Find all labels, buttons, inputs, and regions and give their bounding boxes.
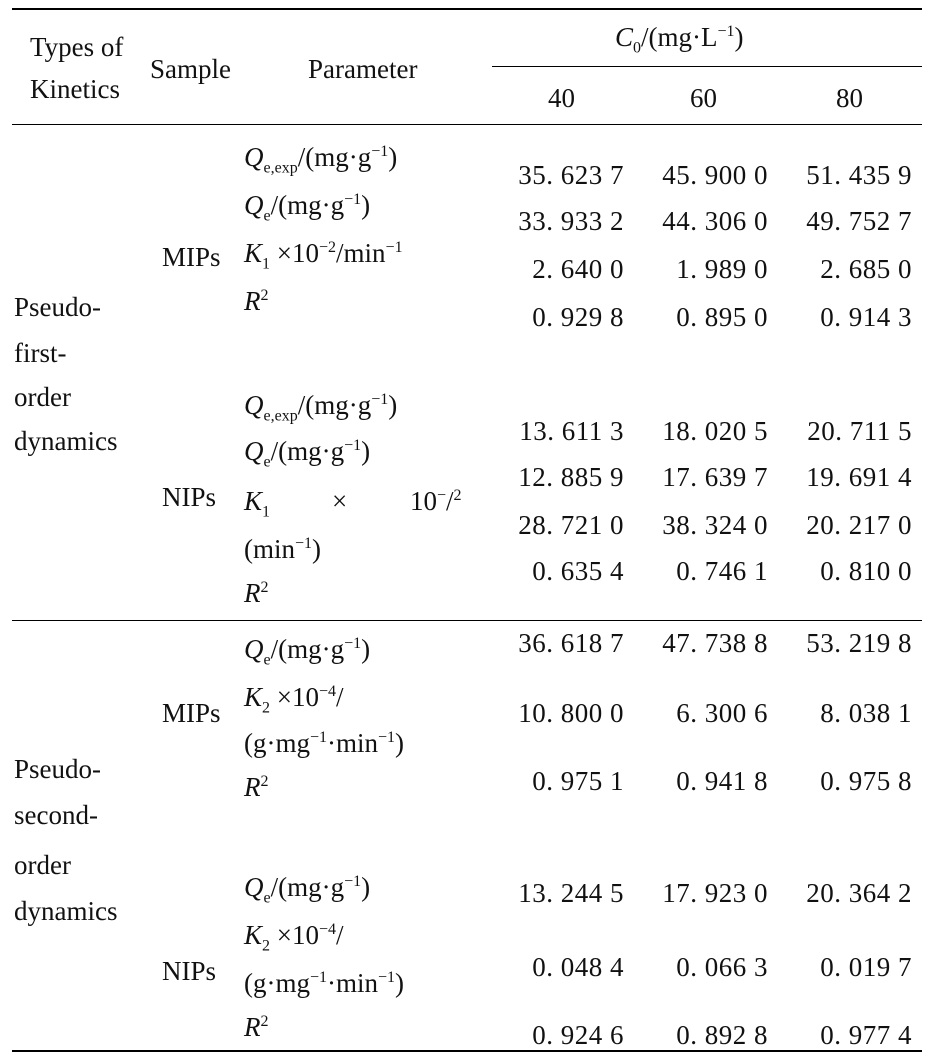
- sample-mips-first: MIPs: [162, 242, 221, 272]
- header-bottom-rule: [12, 124, 922, 125]
- type-second-line-4: dynamics: [14, 896, 118, 926]
- header-sample: Sample: [150, 54, 231, 84]
- param-k2-unit: $(g\cdot mg^{-1}\cdot\min^{-1})$: [244, 968, 405, 998]
- cell: 0. 019 7: [820, 952, 912, 982]
- cell: 44. 306 0: [662, 206, 768, 236]
- cell: 2. 685 0: [820, 254, 912, 284]
- cell: 18. 020 5: [662, 416, 768, 446]
- header-c0: $C_0/(mg\cdot L^{-1})$: [615, 22, 744, 57]
- top-rule: [12, 8, 922, 10]
- cell: 0. 066 3: [676, 952, 768, 982]
- sample-nips-first: NIPs: [162, 482, 217, 512]
- param-k2: $K_2 \times 10^{-4}/$: [244, 920, 344, 955]
- sample-nips-second: NIPs: [162, 956, 217, 986]
- cell: 0. 929 8: [532, 302, 624, 332]
- type-second-line-1: Pseudo-: [14, 754, 101, 784]
- cell: 51. 435 9: [806, 160, 912, 190]
- header-c0-60: 60: [690, 83, 717, 113]
- cell: 13. 611 3: [519, 416, 624, 446]
- param-k2-unit: $(g\cdot mg^{-1}\cdot\min^{-1})$: [244, 728, 405, 758]
- cell: 0. 975 8: [820, 766, 912, 796]
- type-first-line-3: order: [14, 382, 71, 412]
- type-second-line-3: order: [14, 850, 71, 880]
- cell: 6. 300 6: [676, 698, 768, 728]
- cell: 33. 933 2: [518, 206, 624, 236]
- cell: 17. 923 0: [662, 878, 768, 908]
- cell: 0. 924 6: [532, 1020, 624, 1050]
- type-first-line-1: Pseudo-: [14, 292, 101, 322]
- cell: 0. 941 8: [676, 766, 768, 796]
- cell: 45. 900 0: [662, 160, 768, 190]
- type-first-line-4: dynamics: [14, 426, 118, 456]
- c0-underline: [492, 66, 922, 67]
- param-qe-exp: $Q_{e,exp}/(mg\cdot g^{-1})$: [244, 142, 398, 177]
- sample-mips-second: MIPs: [162, 698, 221, 728]
- param-k1: $K_1 \times 10^{-2}/\min^{-1}$: [244, 238, 403, 273]
- param-qe-exp: $Q_{e,exp}/(mg\cdot g^{-1})$: [244, 390, 398, 425]
- cell: 13. 244 5: [518, 878, 624, 908]
- cell: 0. 810 0: [820, 556, 912, 586]
- cell: 1. 989 0: [676, 254, 768, 284]
- param-r2: $R^2$: [244, 772, 269, 802]
- param-r2: $R^2$: [244, 1012, 269, 1042]
- cell: 0. 977 4: [820, 1020, 912, 1050]
- param-qe: $Q_e/(mg\cdot g^{-1})$: [244, 436, 371, 471]
- type-first-line-2: first-: [14, 338, 67, 368]
- cell: 20. 217 0: [806, 510, 912, 540]
- param-r2: $R^2$: [244, 578, 269, 608]
- cell: 0. 914 3: [820, 302, 912, 332]
- header-types-line-2: Kinetics: [30, 74, 120, 104]
- cell: 28. 721 0: [518, 510, 624, 540]
- param-k1-unit: $K_1$: [244, 486, 271, 521]
- cell: 20. 364 2: [806, 878, 912, 908]
- section-divider-rule: [12, 620, 922, 621]
- header-types-line-1: Types of: [30, 32, 124, 62]
- param-k2: $K_2 \times 10^{-4}/$: [244, 682, 344, 717]
- param-qe: $Q_e/(mg\cdot g^{-1})$: [244, 190, 371, 225]
- bottom-rule: [12, 1050, 922, 1052]
- cell: 2. 640 0: [532, 254, 624, 284]
- cell: 19. 691 4: [806, 462, 912, 492]
- header-parameter: Parameter: [308, 54, 418, 84]
- param-qe: $Q_e/(mg\cdot g^{-1})$: [244, 872, 371, 907]
- cell: 38. 324 0: [662, 510, 768, 540]
- cell: 0. 635 4: [532, 556, 624, 586]
- cell: 0. 892 8: [676, 1020, 768, 1050]
- cell: 36. 618 7: [518, 628, 624, 658]
- cell: 35. 623 7: [518, 160, 624, 190]
- cell: 0. 048 4: [532, 952, 624, 982]
- header-c0-40: 40: [548, 83, 575, 113]
- cell: 12. 885 9: [518, 462, 624, 492]
- param-qe: $Q_e/(mg\cdot g^{-1})$: [244, 634, 371, 669]
- cell: 10. 800 0: [518, 698, 624, 728]
- cell: 0. 746 1: [676, 556, 768, 586]
- cell: 17. 639 7: [662, 462, 768, 492]
- cell: 47. 738 8: [662, 628, 768, 658]
- param-k1-min: $(\min^{-1})$: [244, 534, 322, 564]
- cell: 20. 711 5: [807, 416, 912, 446]
- cell: 49. 752 7: [806, 206, 912, 236]
- param-k1-exp: 10−/$^2$: [410, 486, 462, 516]
- header-c0-80: 80: [836, 83, 863, 113]
- cell: 0. 895 0: [676, 302, 768, 332]
- cell: 53. 219 8: [806, 628, 912, 658]
- cell: 8. 038 1: [820, 698, 912, 728]
- cell: 0. 975 1: [532, 766, 624, 796]
- type-second-line-2: second-: [14, 800, 98, 830]
- param-r2: $R^2$: [244, 286, 269, 316]
- param-k1-times: ×: [332, 486, 348, 516]
